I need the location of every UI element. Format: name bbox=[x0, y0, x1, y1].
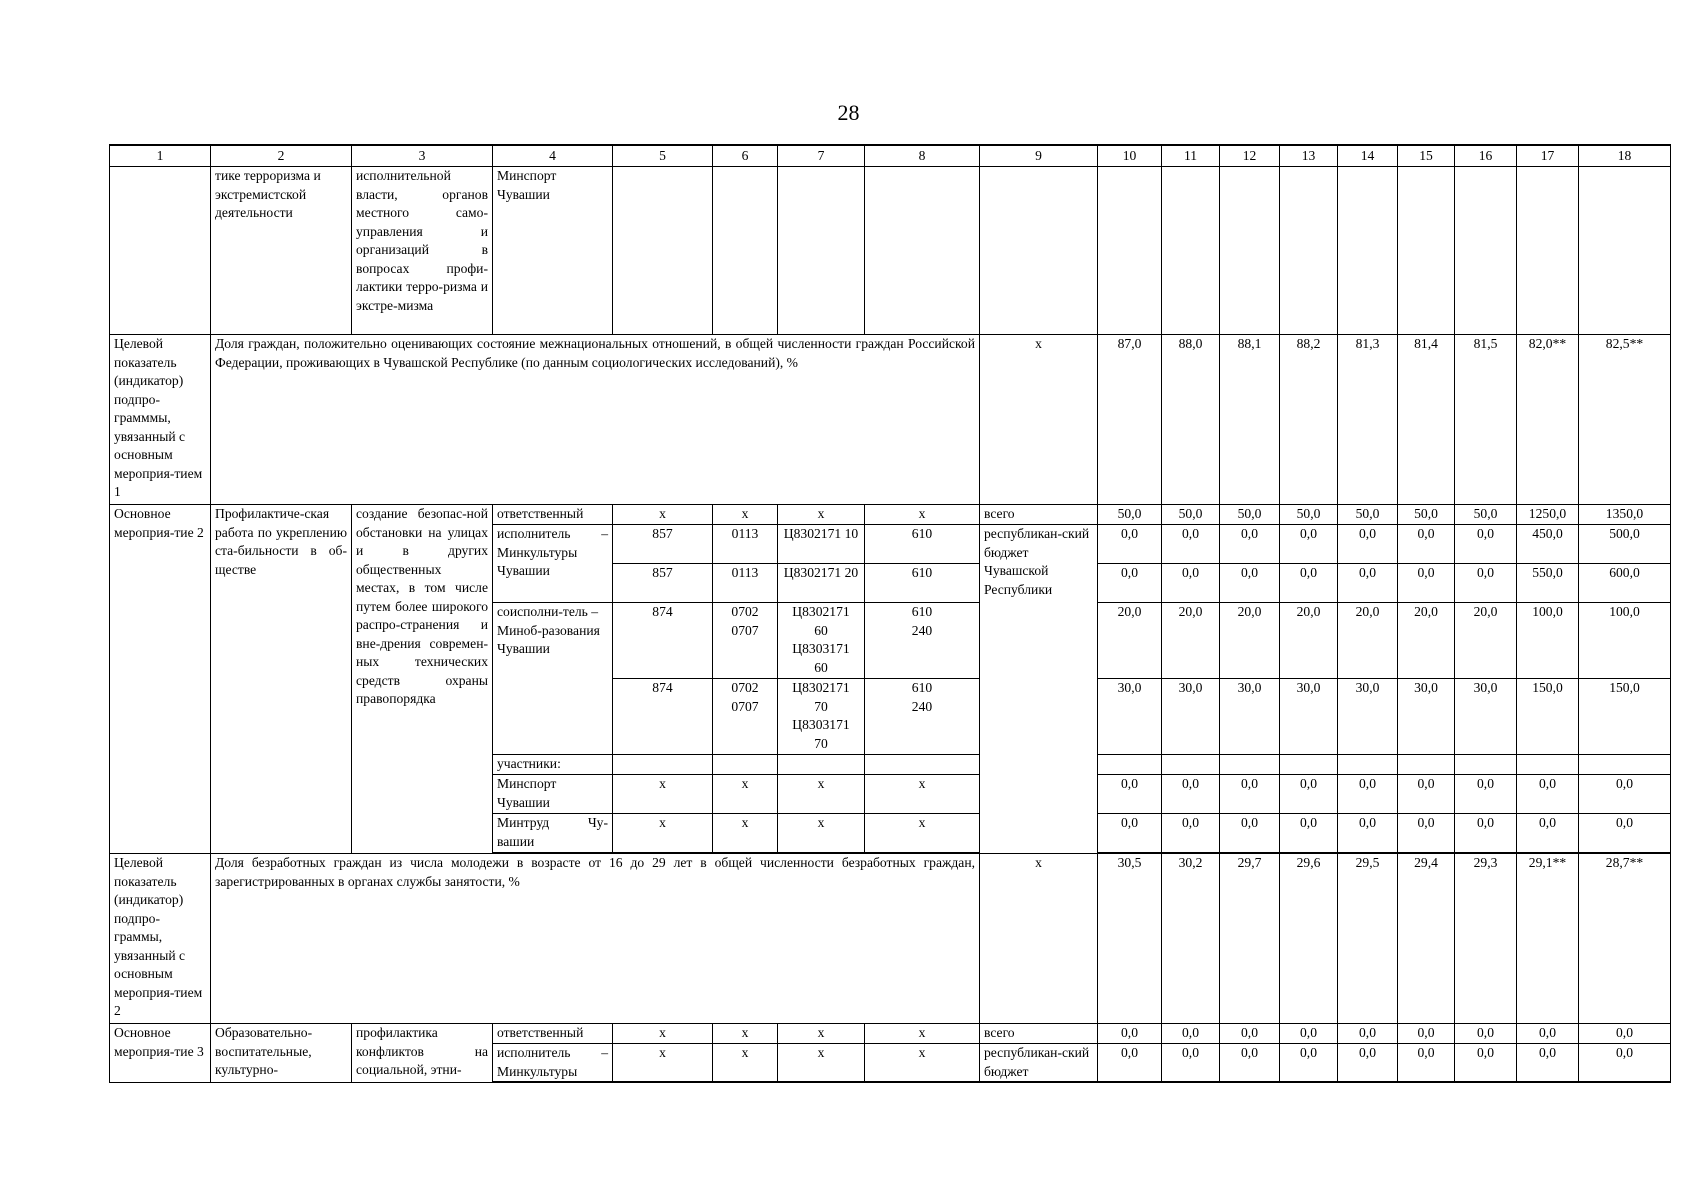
indicator-value: 88,2 bbox=[1280, 335, 1338, 505]
funding-value: 0,0 bbox=[1162, 775, 1220, 814]
budget-code-grbs: x bbox=[613, 505, 713, 525]
budget-code-csr: Ц8302171 20 bbox=[778, 564, 865, 603]
funding-value: 0,0 bbox=[1280, 1024, 1338, 1044]
funding-value: 50,0 bbox=[1220, 505, 1280, 525]
indicator-label: Целевой показатель (индикатор) подпро-грамммы, увязанный с основным мероприя-тием 1 bbox=[110, 335, 211, 505]
event-name: Профилактиче-ская работа по укреплению ста-бильности в об-ществе bbox=[211, 505, 352, 854]
funding-value: 0,0 bbox=[1338, 525, 1398, 564]
budget-code-vr: x bbox=[865, 775, 980, 814]
funding-value: 500,0 bbox=[1579, 525, 1671, 564]
funding-value: 0,0 bbox=[1220, 1044, 1280, 1083]
table-cell bbox=[865, 167, 980, 335]
indicator-text: Доля граждан, положительно оценивающих состояние межнациональных отношений, в общей численности граждан Российской Федерации, проживающих в Чувашской Республике (по данным социологических исследований), % bbox=[211, 335, 980, 505]
table-cell bbox=[613, 167, 713, 335]
funding-value: 50,0 bbox=[1280, 505, 1338, 525]
budget-code-csr: x bbox=[778, 814, 865, 853]
budget-code-rzpr: x bbox=[713, 775, 778, 814]
funding-value: 0,0 bbox=[1338, 1044, 1398, 1083]
funding-value: 150,0 bbox=[1579, 679, 1671, 755]
header-cell: 9 bbox=[980, 145, 1098, 167]
budget-code-grbs: 857 bbox=[613, 525, 713, 564]
funding-value: 30,0 bbox=[1280, 679, 1338, 755]
indicator-value: 30,2 bbox=[1162, 854, 1220, 1024]
budget-code-csr: x bbox=[778, 1044, 865, 1083]
funding-value: 50,0 bbox=[1098, 505, 1162, 525]
funding-value: 0,0 bbox=[1517, 1044, 1579, 1083]
table-cell bbox=[980, 167, 1098, 335]
funding-value: 0,0 bbox=[1579, 1044, 1671, 1083]
funding-value: 0,0 bbox=[1162, 564, 1220, 603]
funding-value: 550,0 bbox=[1517, 564, 1579, 603]
indicator-c9: x bbox=[980, 854, 1098, 1024]
funding-value: 0,0 bbox=[1098, 525, 1162, 564]
funding-value: 0,0 bbox=[1338, 814, 1398, 853]
funding-value: 30,0 bbox=[1220, 679, 1280, 755]
budget-code-csr: Ц8302171 10 bbox=[778, 525, 865, 564]
funding-value: 0,0 bbox=[1280, 814, 1338, 853]
header-cell: 8 bbox=[865, 145, 980, 167]
budget-code-csr: x bbox=[778, 1024, 865, 1044]
budget-code-rzpr: x bbox=[713, 814, 778, 853]
responsible-cont: Минспорт Чувашии bbox=[493, 167, 613, 335]
indicator-value: 29,1** bbox=[1517, 854, 1579, 1024]
funding-value: 0,0 bbox=[1338, 564, 1398, 603]
budget-code-grbs: x bbox=[613, 1024, 713, 1044]
funding-value: 0,0 bbox=[1579, 814, 1671, 853]
funding-value: 100,0 bbox=[1579, 603, 1671, 679]
table-cell bbox=[713, 167, 778, 335]
header-cell: 15 bbox=[1398, 145, 1455, 167]
table-cell bbox=[1280, 167, 1338, 335]
funding-value: 50,0 bbox=[1162, 505, 1220, 525]
budget-code-vr: x bbox=[865, 1044, 980, 1083]
funding-value: 30,0 bbox=[1338, 679, 1398, 755]
budget-code-grbs: 857 bbox=[613, 564, 713, 603]
funding-value: 0,0 bbox=[1098, 775, 1162, 814]
funding-value: 0,0 bbox=[1398, 1024, 1455, 1044]
table-cell bbox=[713, 755, 778, 775]
funding-value: 30,0 bbox=[1162, 679, 1220, 755]
budget-code-vr: x bbox=[865, 814, 980, 853]
funding-value: 0,0 bbox=[1162, 1044, 1220, 1083]
indicator-value: 30,5 bbox=[1098, 854, 1162, 1024]
responsible-name: исполнитель – Минкультуры Чувашии bbox=[493, 525, 613, 603]
funding-value: 0,0 bbox=[1579, 1024, 1671, 1044]
header-cell: 11 bbox=[1162, 145, 1220, 167]
budget-code-vr: 610 240 bbox=[865, 679, 980, 755]
funding-value: 0,0 bbox=[1398, 1044, 1455, 1083]
table-cell bbox=[1579, 755, 1671, 775]
header-cell: 1 bbox=[110, 145, 211, 167]
indicator-value: 28,7** bbox=[1579, 854, 1671, 1024]
funding-value: 0,0 bbox=[1098, 1044, 1162, 1083]
table-cell bbox=[1455, 755, 1517, 775]
funding-value: 0,0 bbox=[1280, 525, 1338, 564]
header-cell: 16 bbox=[1455, 145, 1517, 167]
table-cell bbox=[1280, 755, 1338, 775]
table-cell bbox=[1338, 167, 1398, 335]
program-table bbox=[109, 144, 1671, 1083]
funding-source: республикан-ский бюджет bbox=[980, 1044, 1098, 1083]
table-cell bbox=[1455, 167, 1517, 335]
event-name: Образовательно-воспитательные, культурно- bbox=[211, 1024, 352, 1083]
funding-value: 0,0 bbox=[1162, 814, 1220, 853]
table-row bbox=[110, 1024, 1671, 1044]
budget-code-rzpr: x bbox=[713, 505, 778, 525]
table-cell bbox=[1398, 755, 1455, 775]
funding-value: 0,0 bbox=[1398, 814, 1455, 853]
funding-value: 0,0 bbox=[1280, 775, 1338, 814]
indicator-label: Целевой показатель (индикатор) подпро-граммы, увязанный с основным мероприя-тием 2 bbox=[110, 854, 211, 1024]
funding-value: 0,0 bbox=[1098, 814, 1162, 853]
page-number: 28 bbox=[837, 100, 860, 125]
funding-value: 30,0 bbox=[1098, 679, 1162, 755]
table-cell bbox=[1517, 167, 1579, 335]
funding-value: 1250,0 bbox=[1517, 505, 1579, 525]
funding-value: 20,0 bbox=[1220, 603, 1280, 679]
funding-value: 0,0 bbox=[1098, 564, 1162, 603]
header-cell: 12 bbox=[1220, 145, 1280, 167]
table-cell bbox=[1517, 755, 1579, 775]
funding-value: 0,0 bbox=[1338, 775, 1398, 814]
indicator-value: 81,4 bbox=[1398, 335, 1455, 505]
event-label: Основное мероприя-тие 2 bbox=[110, 505, 211, 854]
budget-code-csr: Ц8302171 70 Ц8303171 70 bbox=[778, 679, 865, 755]
budget-code-grbs: 874 bbox=[613, 679, 713, 755]
budget-code-grbs: 874 bbox=[613, 603, 713, 679]
funding-value: 0,0 bbox=[1162, 525, 1220, 564]
header-cell: 18 bbox=[1579, 145, 1671, 167]
budget-code-csr: x bbox=[778, 775, 865, 814]
funding-value: 0,0 bbox=[1398, 525, 1455, 564]
budget-code-rzpr: x bbox=[713, 1044, 778, 1083]
funding-value: 0,0 bbox=[1280, 564, 1338, 603]
header-cell: 5 bbox=[613, 145, 713, 167]
table-row bbox=[110, 167, 1671, 335]
responsible-name: исполнитель – Минкультуры bbox=[493, 1044, 613, 1083]
indicator-value: 82,5** bbox=[1579, 335, 1671, 505]
table-cell bbox=[1338, 755, 1398, 775]
funding-value: 0,0 bbox=[1455, 775, 1517, 814]
budget-code-grbs: x bbox=[613, 814, 713, 853]
budget-code-rzpr: 0702 0707 bbox=[713, 679, 778, 755]
header-cell: 4 bbox=[493, 145, 613, 167]
header-cell: 2 bbox=[211, 145, 352, 167]
funding-value: 600,0 bbox=[1579, 564, 1671, 603]
table-cell bbox=[110, 167, 211, 335]
funding-value: 100,0 bbox=[1517, 603, 1579, 679]
funding-value: 0,0 bbox=[1398, 775, 1455, 814]
header-cell: 7 bbox=[778, 145, 865, 167]
indicator-value: 29,3 bbox=[1455, 854, 1517, 1024]
funding-value: 0,0 bbox=[1220, 1024, 1280, 1044]
funding-value: 50,0 bbox=[1338, 505, 1398, 525]
funding-value: 0,0 bbox=[1098, 1024, 1162, 1044]
budget-code-vr: 610 bbox=[865, 525, 980, 564]
header-cell: 3 bbox=[352, 145, 493, 167]
funding-value: 0,0 bbox=[1455, 814, 1517, 853]
funding-value: 1350,0 bbox=[1579, 505, 1671, 525]
table-cell bbox=[1220, 755, 1280, 775]
budget-code-vr: x bbox=[865, 1024, 980, 1044]
funding-value: 0,0 bbox=[1220, 814, 1280, 853]
funding-value: 30,0 bbox=[1398, 679, 1455, 755]
indicator-value: 81,3 bbox=[1338, 335, 1398, 505]
funding-value: 20,0 bbox=[1455, 603, 1517, 679]
budget-code-rzpr: 0702 0707 bbox=[713, 603, 778, 679]
event-task: создание безопас-ной обстановки на улицах и в других общественных местах, в том числе путем более широкого распро-странения и вне-дрения современ-ных технических средств охраны правопорядка bbox=[352, 505, 493, 854]
indicator-value: 29,7 bbox=[1220, 854, 1280, 1024]
table-cell bbox=[1162, 755, 1220, 775]
budget-code-grbs: x bbox=[613, 775, 713, 814]
table-cell bbox=[1098, 167, 1162, 335]
funding-value: 0,0 bbox=[1455, 525, 1517, 564]
budget-code-rzpr: 0113 bbox=[713, 564, 778, 603]
funding-value: 450,0 bbox=[1517, 525, 1579, 564]
budget-code-vr: x bbox=[865, 505, 980, 525]
funding-value: 20,0 bbox=[1398, 603, 1455, 679]
funding-value: 0,0 bbox=[1338, 1024, 1398, 1044]
table-cell bbox=[778, 167, 865, 335]
coexecutor-name: соисполни-тель – Миноб-разования Чувашии bbox=[493, 603, 613, 755]
indicator-value: 29,5 bbox=[1338, 854, 1398, 1024]
table-row bbox=[110, 505, 1671, 525]
funding-value: 20,0 bbox=[1098, 603, 1162, 679]
participants-label: участники: bbox=[493, 755, 613, 775]
indicator-value: 88,1 bbox=[1220, 335, 1280, 505]
indicator-value: 81,5 bbox=[1455, 335, 1517, 505]
budget-code-csr: Ц8302171 60 Ц8303171 60 bbox=[778, 603, 865, 679]
budget-code-grbs: x bbox=[613, 1044, 713, 1083]
table-cell bbox=[1398, 167, 1455, 335]
funding-value: 0,0 bbox=[1455, 1024, 1517, 1044]
funding-value: 0,0 bbox=[1162, 1024, 1220, 1044]
header-row bbox=[110, 145, 1671, 167]
header-cell: 6 bbox=[713, 145, 778, 167]
header-cell: 13 bbox=[1280, 145, 1338, 167]
budget-code-vr: 610 240 bbox=[865, 603, 980, 679]
table-cell bbox=[865, 755, 980, 775]
indicator-value: 87,0 bbox=[1098, 335, 1162, 505]
budget-code-rzpr: 0113 bbox=[713, 525, 778, 564]
table-cell bbox=[613, 755, 713, 775]
funding-value: 20,0 bbox=[1162, 603, 1220, 679]
budget-code-rzpr: x bbox=[713, 1024, 778, 1044]
participant-name: Минспорт Чувашии bbox=[493, 775, 613, 814]
funding-value: 50,0 bbox=[1455, 505, 1517, 525]
funding-value: 0,0 bbox=[1455, 1044, 1517, 1083]
indicator-value: 82,0** bbox=[1517, 335, 1579, 505]
header-cell: 17 bbox=[1517, 145, 1579, 167]
funding-source: всего bbox=[980, 1024, 1098, 1044]
funding-value: 0,0 bbox=[1579, 775, 1671, 814]
table-cell bbox=[1579, 167, 1671, 335]
table-cell bbox=[778, 755, 865, 775]
funding-value: 0,0 bbox=[1220, 564, 1280, 603]
indicator-text: Доля безработных граждан из числа молодежи в возрасте от 16 до 29 лет в общей численности безработных граждан, зарегистрированных в органах службы занятости, % bbox=[211, 854, 980, 1024]
funding-value: 0,0 bbox=[1280, 1044, 1338, 1083]
funding-value: 0,0 bbox=[1455, 564, 1517, 603]
indicator-row bbox=[110, 335, 1671, 505]
funding-value: 20,0 bbox=[1280, 603, 1338, 679]
funding-value: 20,0 bbox=[1338, 603, 1398, 679]
indicator-value: 29,6 bbox=[1280, 854, 1338, 1024]
event-label: Основное мероприя-тие 3 bbox=[110, 1024, 211, 1083]
indicator-value: 29,4 bbox=[1398, 854, 1455, 1024]
funding-value: 0,0 bbox=[1517, 775, 1579, 814]
table-cell bbox=[1220, 167, 1280, 335]
funding-value: 50,0 bbox=[1398, 505, 1455, 525]
responsible-label: ответственный bbox=[493, 505, 613, 525]
funding-value: 150,0 bbox=[1517, 679, 1579, 755]
responsible-label: ответственный bbox=[493, 1024, 613, 1044]
funding-value: 0,0 bbox=[1517, 814, 1579, 853]
table-cell bbox=[1162, 167, 1220, 335]
indicator-c9: x bbox=[980, 335, 1098, 505]
table-cell bbox=[1098, 755, 1162, 775]
measure-name-cont: тике терроризма и экстремистской деятельности bbox=[211, 167, 352, 335]
indicator-row bbox=[110, 854, 1671, 1024]
budget-code-csr: x bbox=[778, 505, 865, 525]
funding-value: 0,0 bbox=[1517, 1024, 1579, 1044]
funding-value: 0,0 bbox=[1220, 775, 1280, 814]
header-cell: 10 bbox=[1098, 145, 1162, 167]
funding-source: республикан-ский бюджет Чувашской Республики bbox=[980, 525, 1098, 854]
header-cell: 14 bbox=[1338, 145, 1398, 167]
budget-code-vr: 610 bbox=[865, 564, 980, 603]
funding-value: 0,0 bbox=[1398, 564, 1455, 603]
participant-name: Минтруд Чу-вашии bbox=[493, 814, 613, 853]
event-task: профилактика конфликтов на социальной, этни- bbox=[352, 1024, 493, 1083]
funding-source: всего bbox=[980, 505, 1098, 525]
funding-value: 30,0 bbox=[1455, 679, 1517, 755]
measure-task-cont: исполнительной власти, органов местного само-управления и организаций в вопросах профи-лактики терро-ризма и экстре-мизма bbox=[352, 167, 493, 335]
indicator-value: 88,0 bbox=[1162, 335, 1220, 505]
funding-value: 0,0 bbox=[1220, 525, 1280, 564]
